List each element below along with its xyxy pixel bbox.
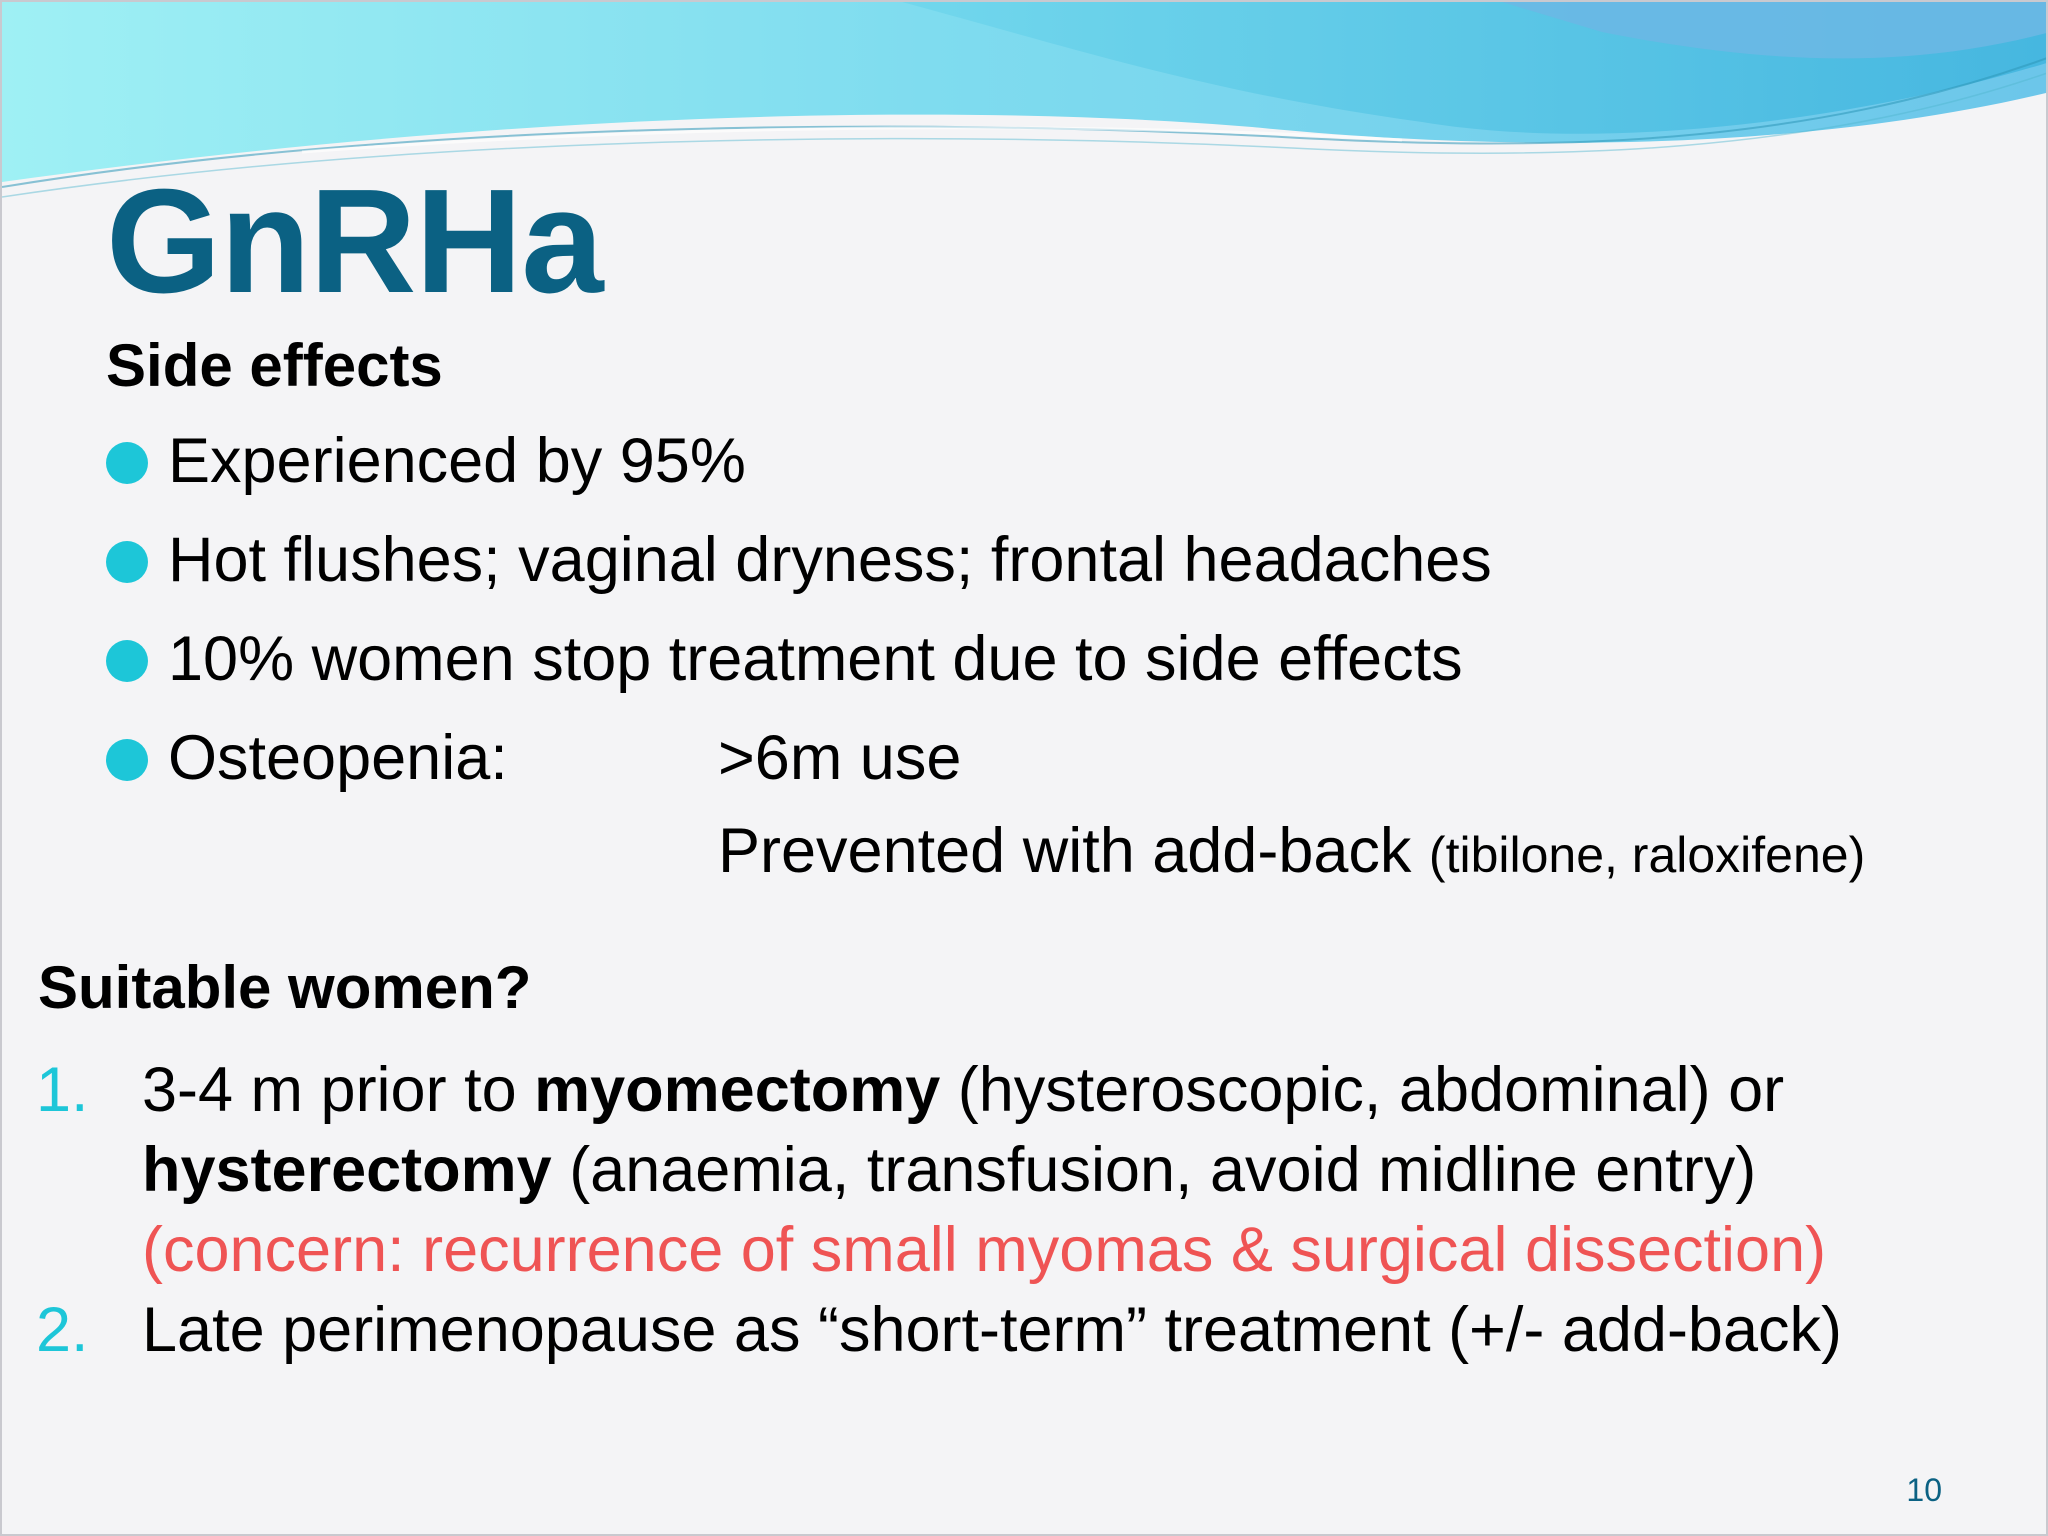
line-text: (hysteroscopic, abdominal) or: [940, 1055, 1785, 1125]
item-line: [142, 1050, 2026, 1130]
side-effects-heading: Side effects: [106, 332, 443, 399]
bullet-text: Hot flushes; vaginal dryness; frontal headaches: [168, 525, 1492, 595]
bullet-item: [106, 426, 2006, 525]
osteopenia-continuation: [718, 816, 1865, 890]
numbered-item: [36, 1050, 2026, 1290]
item-line: [142, 1130, 2026, 1210]
side-effects-list: [106, 426, 2006, 822]
suitable-heading: Suitable women?: [38, 954, 532, 1021]
bullet-dot-icon: [106, 739, 148, 781]
item-line: Late perimenopause as “short-term” treatment (+/- add-back): [142, 1295, 1842, 1365]
bullet-text: Experienced by 95%: [168, 426, 746, 496]
page-number: 10: [1906, 1472, 1942, 1508]
suitable-list: [36, 1050, 2026, 1370]
bullet-dot-icon: [106, 541, 148, 583]
emphasis-myomectomy: myomectomy: [534, 1055, 941, 1125]
bullet-item: [106, 624, 2006, 723]
continuation-main: Prevented with add-back: [718, 816, 1412, 886]
bullet-item: [106, 525, 2006, 624]
list-number: 2.: [36, 1295, 89, 1365]
numbered-item: [36, 1290, 2026, 1370]
line-text: 3-4 m prior to: [142, 1055, 535, 1125]
bullet-text: 10% women stop treatment due to side effects: [168, 624, 1463, 694]
bullet-text: Osteopenia:: [168, 723, 508, 793]
emphasis-hysterectomy: hysterectomy: [142, 1135, 552, 1205]
bullet-dot-icon: [106, 640, 148, 682]
concern-note: (concern: recurrence of small myomas & surgical dissection): [142, 1215, 1827, 1285]
bullet-dot-icon: [106, 442, 148, 484]
line-text: (anaemia, transfusion, avoid midline entry): [551, 1135, 1757, 1205]
slide-title: GnRHa: [106, 159, 603, 324]
list-number: 1.: [36, 1055, 89, 1125]
continuation-note: (tibilone, raloxifene): [1428, 827, 1866, 883]
bullet-item: [106, 723, 2006, 822]
bullet-value: >6m use: [718, 723, 962, 793]
